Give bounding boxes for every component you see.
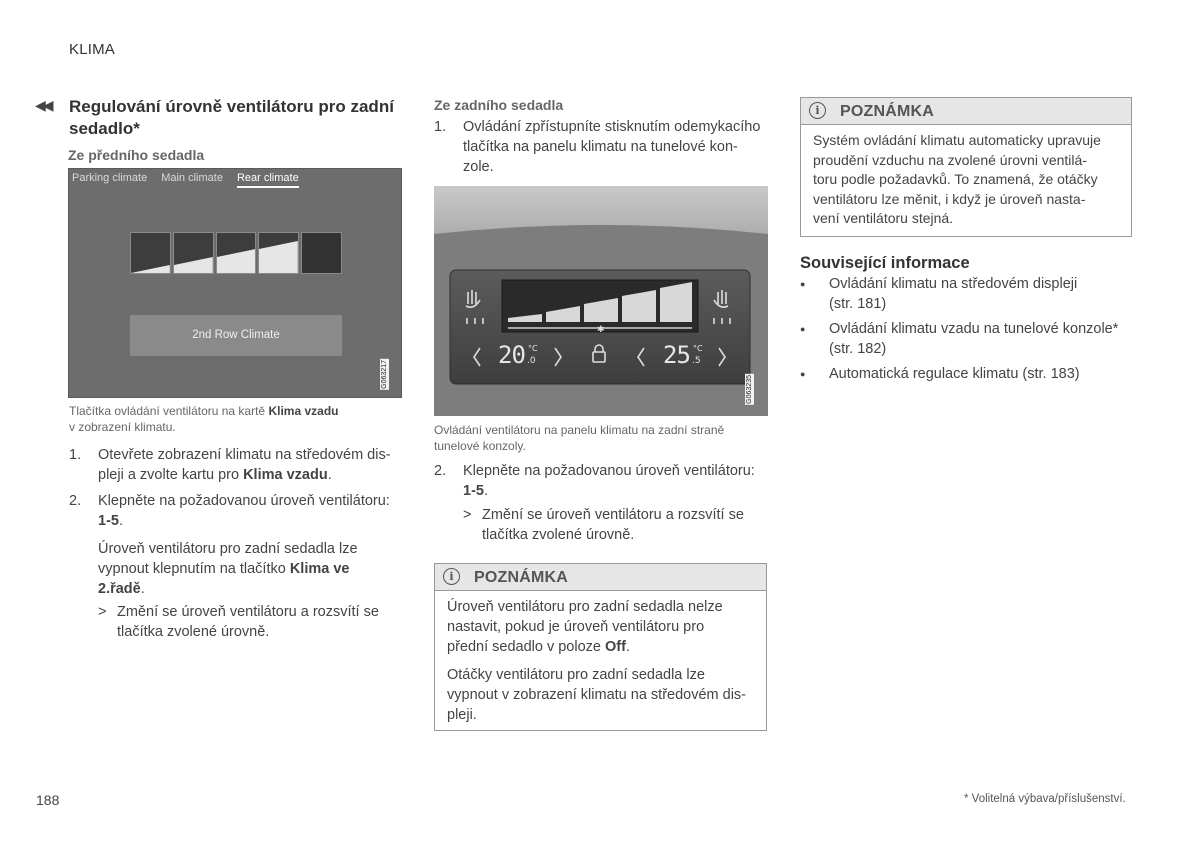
tab-main-climate[interactable]: Main climate [161, 172, 223, 184]
bullet-icon: ● [800, 279, 806, 289]
figure-code: G063217 [381, 360, 388, 389]
fan-level-4-button[interactable] [258, 232, 299, 274]
photo-caption: Ovládání ventilátoru na panelu klimatu na zadní straně tunelové konzoly. [434, 423, 725, 453]
figure-caption: Tlačítka ovládání ventilátoru na kartě Klima vzadu v zobrazení klimatu. [69, 404, 339, 434]
right-temp-decimal: .5 [692, 356, 701, 366]
rear-step-2: 2. Klepněte na požadovanou úroveň ventilátoru: 1-5. [434, 463, 755, 499]
climate-tabs [72, 172, 313, 188]
subtitle-front-seat: Ze předního sedadla [68, 147, 205, 163]
tab-parking-climate[interactable]: Parking climate [72, 172, 148, 184]
fan-level-5-button[interactable] [301, 232, 342, 274]
fan-level-selector [130, 232, 342, 274]
related-info-title: Související informace [800, 254, 970, 272]
left-temp-decimal: .0 [527, 356, 536, 366]
step-2-note: Úroveň ventilátoru pro zadní sedadla lze vypnout klepnutím na tlačítko Klima ve 2.řadě. [98, 541, 358, 597]
section-header: KLIMA [69, 41, 116, 58]
page-number: 188 [36, 792, 60, 808]
related-link-2[interactable]: ● Ovládání klimatu vzadu na tunelové konzole* (str. 182) [800, 321, 1119, 357]
note-title: POZNÁMKA [474, 569, 569, 586]
tab-rear-climate[interactable]: Rear climate [237, 172, 299, 188]
page-title: Regulování úrovně ventilátoru pro zadní sedadlo* [69, 97, 394, 138]
note-box-middle [434, 563, 767, 731]
note-body: Úroveň ventilátoru pro zadní sedadla nelze nastavit, pokud je úroveň ventilátoru pro přední sedadlo v poloze Off. Otáčky ventilátoru pro zadní sedadla lze vypnout v zobrazení klimatu na středovém dis- pleji. [447, 599, 746, 723]
second-row-climate-button[interactable]: 2nd Row Climate [130, 315, 342, 356]
rear-step-1: 1. Ovládání zpřístupníte stisknutím odemykacího tlačítka na panelu klimatu na tunelové kon- zole. [434, 119, 761, 175]
bullet-icon: ● [800, 369, 806, 379]
footnote: * Volitelná výbava/příslušenství. [964, 793, 1126, 805]
bullet-icon: ● [800, 324, 806, 334]
rear-console-photo [434, 186, 768, 416]
left-temp-unit: °C [528, 344, 538, 353]
step-2: 2. Klepněte na požadovanou úroveň ventilátoru: 1-5. [69, 493, 390, 529]
info-icon: i [443, 568, 460, 585]
info-icon: i [809, 102, 826, 119]
fan-level-2-button[interactable] [173, 232, 214, 274]
climate-screen-figure [68, 168, 402, 398]
fan-level-1-button[interactable] [130, 232, 171, 274]
step-2-result: > Změní se úroveň ventilátoru a rozsvítí se tlačítka zvolené úrovně. [98, 604, 379, 640]
left-temperature: 20 [498, 341, 525, 369]
subtitle-rear-seat: Ze zadního sedadla [434, 97, 564, 113]
right-temp-unit: °C [693, 344, 703, 353]
related-link-3[interactable]: ● Automatická regulace klimatu (str. 183) [800, 366, 1080, 382]
related-link-1[interactable]: ● Ovládání klimatu na středovém displeji (str. 181) [800, 276, 1078, 312]
fan-level-3-button[interactable] [216, 232, 257, 274]
svg-text:✱: ✱ [597, 325, 605, 335]
rear-step-2-result: > Změní se úroveň ventilátoru a rozsvítí se tlačítka zvolené úrovně. [463, 507, 744, 543]
note-body: Systém ovládání klimatu automaticky upravuje proudění vzduchu na zvolené úrovni ventilá- toru podle požadavků. To znamená, že otáčky ventilátoru lze měnit, i když je úroveň nasta- vení ventilátoru stejná. [813, 132, 1101, 226]
photo-code: G063235 [746, 375, 753, 404]
right-temperature: 25 [663, 341, 690, 369]
note-header [435, 564, 766, 591]
back-arrows-icon[interactable]: ◀◀ [35, 97, 51, 113]
note-title: POZNÁMKA [840, 103, 935, 120]
step-1: 1. Otevřete zobrazení klimatu na středovém dis- pleji a zvolte kartu pro Klima vzadu. [69, 447, 391, 483]
note-box-right [800, 97, 1132, 237]
note-header [801, 98, 1131, 125]
